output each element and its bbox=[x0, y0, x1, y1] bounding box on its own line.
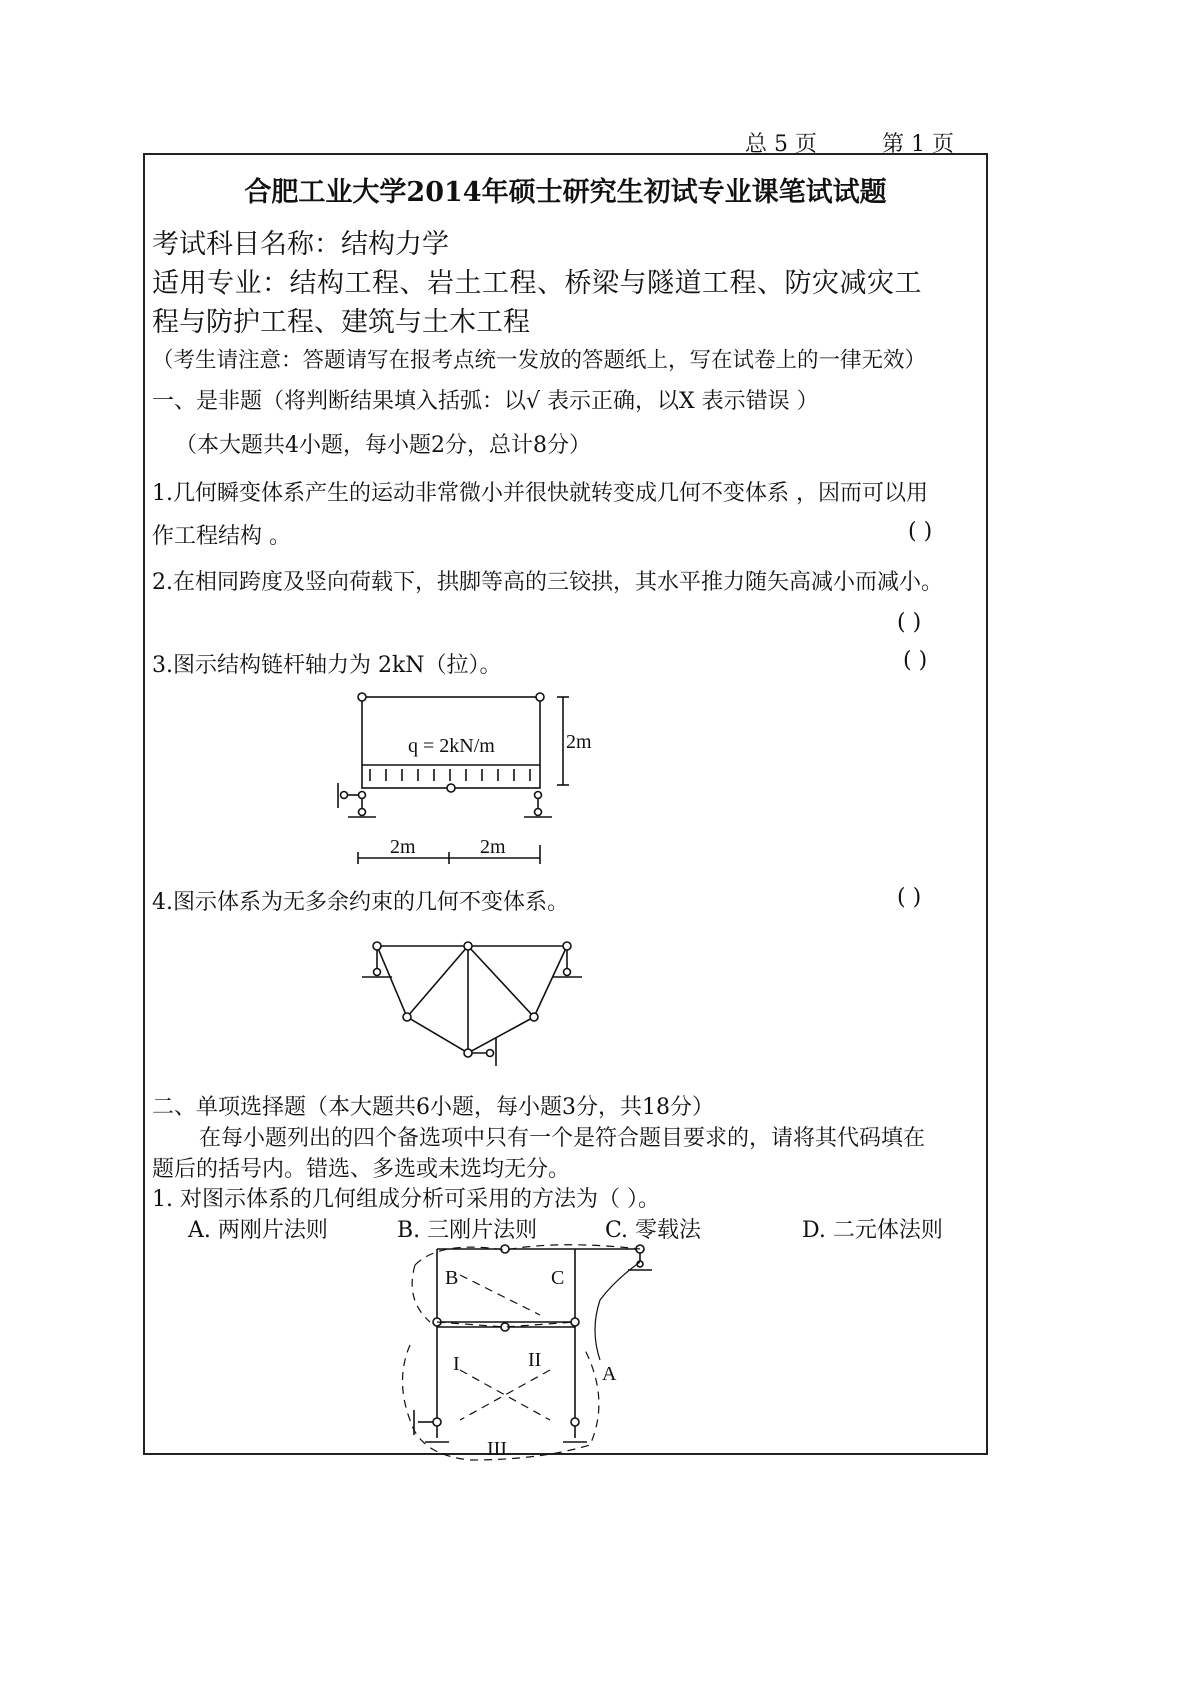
option-d[interactable]: D. 二元体法则 bbox=[802, 1218, 943, 1243]
mc-q1: 1. 对图示体系的几何组成分析可采用的方法为（ ）。 bbox=[152, 1187, 660, 1212]
option-b[interactable]: B. 三刚片法则 bbox=[397, 1218, 538, 1243]
label-iii: III bbox=[487, 1438, 507, 1460]
label-ii: II bbox=[528, 1349, 542, 1371]
label-c: C bbox=[551, 1267, 565, 1289]
q1-answer-paren[interactable]: ( ) bbox=[908, 519, 933, 544]
exam-title: 合肥工业大学2014年硕士研究生初试专业课笔试试题 bbox=[244, 177, 887, 208]
subject: 考试科目名称：结构力学 bbox=[152, 229, 449, 260]
page-number: 第 1 页 bbox=[882, 132, 954, 157]
part1-heading: 一、是非题（将判断结果填入括弧：以√ 表示正确，以X 表示错误 ） bbox=[152, 389, 819, 414]
notice: （考生请注意：答题请写在报考点统一发放的答题纸上，写在试卷上的一律无效） bbox=[152, 348, 927, 373]
label-i: I bbox=[453, 1353, 460, 1375]
majors-line2: 程与防护工程、建筑与土木工程 bbox=[152, 307, 530, 338]
part2-instruction-line2: 题后的括号内。错选、多选或未选均无分。 bbox=[152, 1157, 571, 1182]
option-c[interactable]: C. 零载法 bbox=[605, 1218, 702, 1243]
height-label: 2m bbox=[566, 731, 592, 753]
span2-label: 2m bbox=[480, 836, 506, 858]
span1-label: 2m bbox=[390, 836, 416, 858]
q4: 4.图示体系为无多余约束的几何不变体系。 bbox=[152, 890, 569, 915]
label-b: B bbox=[445, 1267, 459, 1289]
q4-answer-paren[interactable]: ( ) bbox=[897, 885, 922, 910]
q3: 3.图示结构链杆轴力为 2kN（拉）。 bbox=[152, 653, 502, 678]
q2: 2.在相同跨度及竖向荷载下，拱脚等高的三铰拱，其水平推力随矢高减小而减小。 bbox=[152, 570, 943, 595]
total-pages: 总 5 页 bbox=[745, 132, 817, 157]
q3-answer-paren[interactable]: ( ) bbox=[903, 648, 928, 673]
part2-instruction-line1: 在每小题列出的四个备选项中只有一个是符合题目要求的，请将其代码填在 bbox=[199, 1126, 926, 1151]
part1-subheading: （本大题共4小题，每小题2分，总计8分） bbox=[175, 433, 591, 458]
q1-line2: 作工程结构 。 bbox=[152, 524, 291, 549]
q2-answer-paren[interactable]: ( ) bbox=[897, 610, 922, 635]
label-a: A bbox=[602, 1363, 617, 1385]
option-a[interactable]: A. 两刚片法则 bbox=[188, 1218, 328, 1243]
load-label: q = 2kN/m bbox=[408, 735, 495, 757]
majors-line1: 适用专业：结构工程、岩土工程、桥梁与隧道工程、防灾减灾工 bbox=[152, 268, 922, 299]
part2-heading: 二、单项选择题（本大题共6小题，每小题3分，共18分） bbox=[152, 1095, 714, 1120]
q1-line1: 1.几何瞬变体系产生的运动非常微小并很快就转变成几何不变体系 ，因而可以用 bbox=[152, 481, 928, 506]
